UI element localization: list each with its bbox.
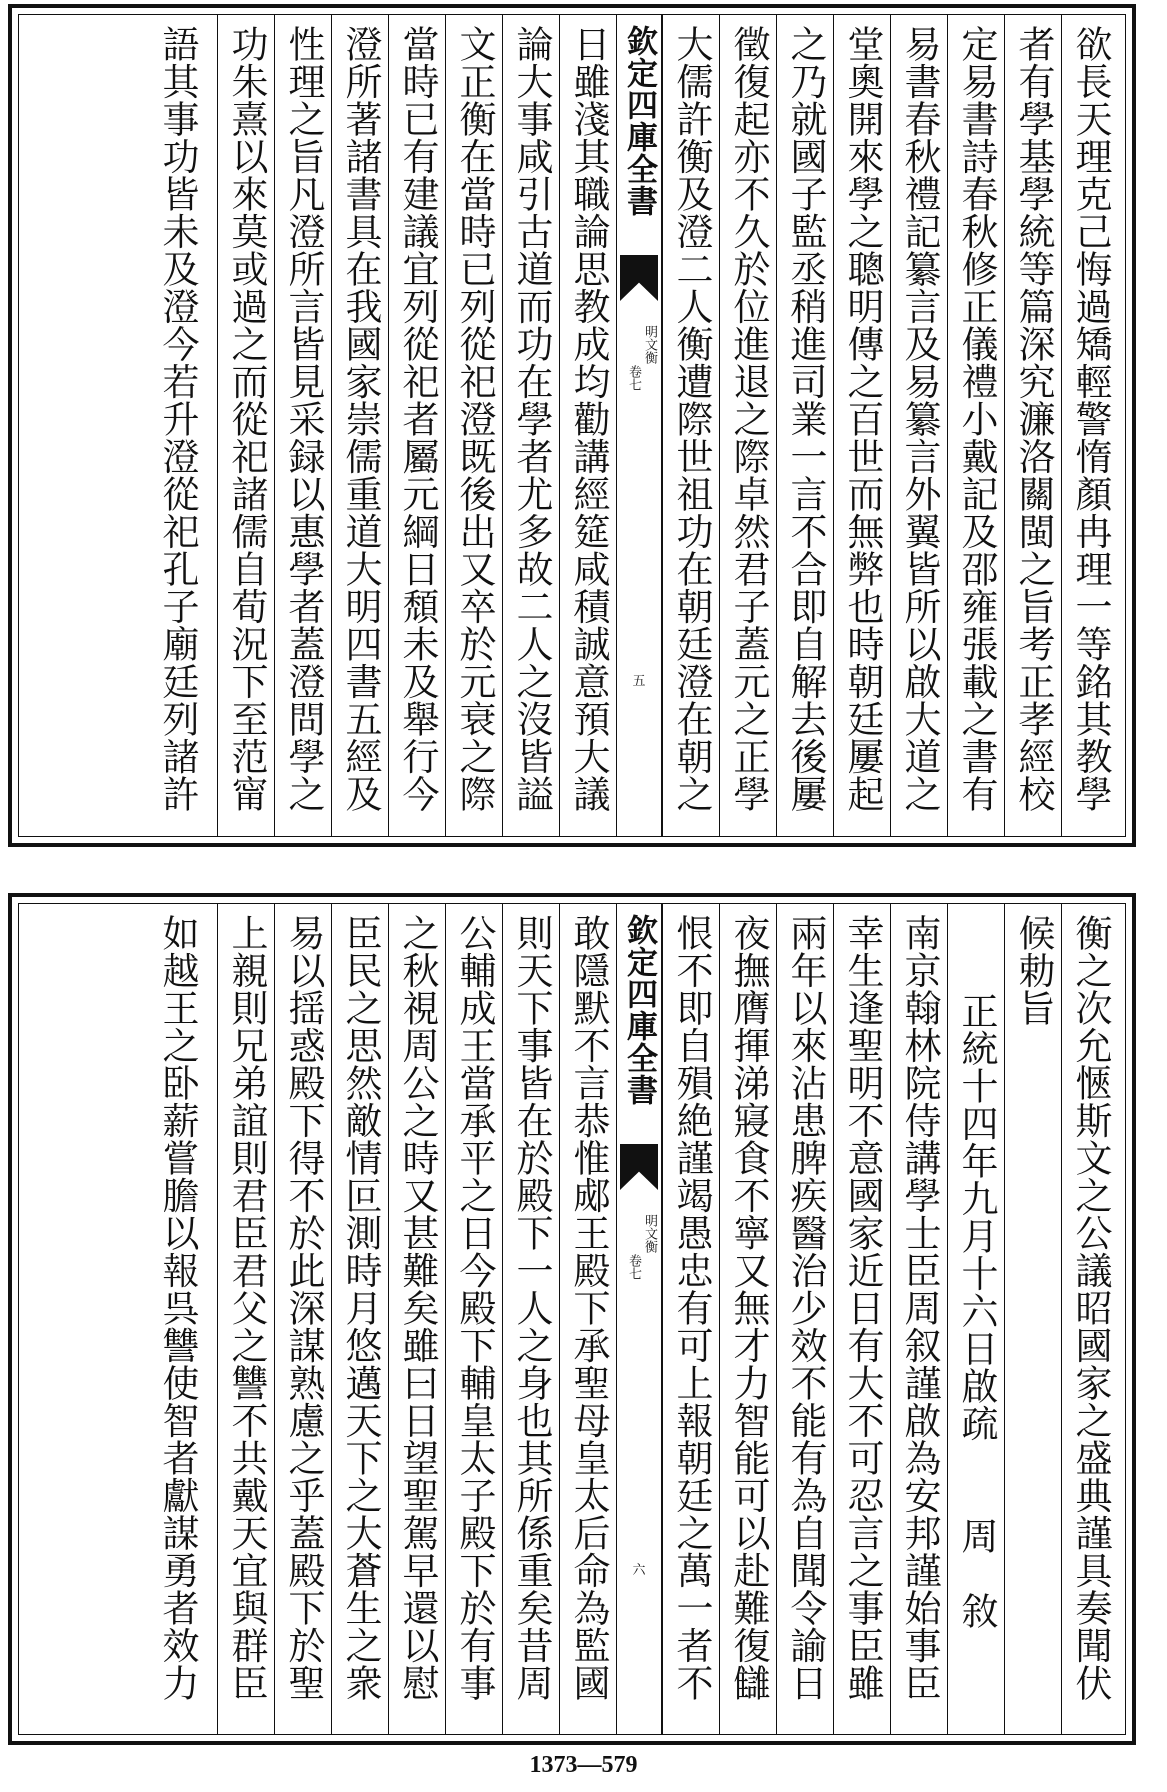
top-page-frame bbox=[18, 14, 1126, 837]
column-text: 定易書詩春秋修正儀禮小戴記及邵雍張載之書有 bbox=[955, 25, 998, 813]
column-text: 堂奧開來學之聰明傳之百世而無弊也時朝廷屢起 bbox=[841, 25, 884, 813]
text-column bbox=[274, 15, 330, 836]
column-text: 敢隱默不言恭惟郕王殿下承聖母皇太后命為監國 bbox=[567, 914, 610, 1702]
column-text: 公輔成王當承平之日今殿下輔皇太子殿下於有事 bbox=[453, 914, 496, 1702]
column-text: 衡之次允愜斯文之公議昭國家之盛典謹具奏聞伏 bbox=[1069, 914, 1112, 1702]
gutter-volume: 卷七 bbox=[626, 365, 641, 391]
text-column bbox=[19, 904, 217, 1734]
column-text: 易書春秋禮記纂言及易纂言外翼皆所以啟大道之 bbox=[898, 25, 941, 813]
text-column bbox=[833, 904, 889, 1734]
fishtail-mark bbox=[620, 255, 658, 301]
column-text: 候勅旨 bbox=[1012, 914, 1055, 1027]
text-column bbox=[559, 904, 615, 1734]
text-column bbox=[1061, 904, 1123, 1734]
column-text: 當時已有建議宜列從祀者屬元綱日頹未及舉行今 bbox=[396, 25, 439, 813]
column-text: 日雖淺其職論思教成均勸講經筵咸積誠意預大議 bbox=[567, 25, 610, 813]
top-page bbox=[8, 4, 1136, 847]
center-gutter bbox=[616, 15, 662, 836]
column-text: 徵復起亦不久於位進退之際卓然君子蓋元之正學 bbox=[727, 25, 770, 813]
gutter-book-title: 明文衡 bbox=[642, 1214, 657, 1253]
column-text: 正統十四年九月十六日啟疏 周 敘 bbox=[955, 992, 998, 1630]
text-column bbox=[833, 15, 889, 836]
column-text: 之秋視周公之時又甚難矣雖曰日望聖駕早還以慰 bbox=[396, 914, 439, 1702]
text-column bbox=[776, 15, 832, 836]
text-column bbox=[1061, 15, 1123, 836]
column-text: 夜撫膺揮涕寢食不寧又無才力智能可以赴難復讎 bbox=[727, 914, 770, 1702]
text-column bbox=[719, 15, 775, 836]
fishtail-mark bbox=[620, 1144, 658, 1190]
column-text: 則天下事皆在於殿下一人之身也其所係重矣昔周 bbox=[510, 914, 553, 1702]
gutter-book-title: 明文衡 bbox=[642, 325, 657, 364]
text-column bbox=[217, 904, 273, 1734]
bottom-page bbox=[8, 893, 1136, 1745]
gutter-volume: 卷七 bbox=[626, 1254, 641, 1280]
text-column bbox=[947, 15, 1003, 836]
column-text: 文正衡在當時已列從祀澄既後出又卒於元衰之際 bbox=[453, 25, 496, 813]
text-column bbox=[559, 15, 615, 836]
column-text: 之乃就國子監丞稍進司業一言不合即自解去後屢 bbox=[784, 25, 827, 813]
text-column bbox=[19, 15, 217, 836]
text-column bbox=[719, 904, 775, 1734]
text-column bbox=[890, 15, 946, 836]
text-column bbox=[388, 904, 444, 1734]
text-column bbox=[1004, 15, 1060, 836]
column-text: 性理之旨凡澄所言皆見采録以惠學者蓋澄問學之 bbox=[282, 25, 325, 813]
column-text: 兩年以來沾患脾疾醫治少效不能有為自聞令諭日 bbox=[784, 914, 827, 1702]
column-text: 語其事功皆未及澄今若升澄從祀孔子廟廷列諸許 bbox=[156, 25, 199, 813]
bottom-page-frame bbox=[18, 903, 1126, 1735]
gutter-page-number: 五 bbox=[632, 674, 646, 689]
text-column bbox=[1004, 904, 1060, 1734]
text-column bbox=[274, 904, 330, 1734]
column-text: 南京翰林院侍講學士臣周叙謹啟為安邦謹始事臣 bbox=[898, 914, 941, 1702]
column-text: 上親則兄弟誼則君臣君父之讐不共戴天宜與群臣 bbox=[225, 914, 268, 1702]
text-column bbox=[890, 904, 946, 1734]
text-column bbox=[445, 904, 501, 1734]
column-text: 易以揺惑殿下得不於此深謀熟慮之乎蓋殿下於聖 bbox=[282, 914, 325, 1702]
center-gutter bbox=[616, 904, 662, 1734]
column-text: 功朱熹以來莫或過之而從祀諸儒自荀況下至范甯 bbox=[225, 25, 268, 813]
text-column bbox=[217, 15, 273, 836]
column-text: 論大事咸引古道而功在學者尤多故二人之沒皆謚 bbox=[510, 25, 553, 813]
text-column bbox=[776, 904, 832, 1734]
column-text: 臣民之思然敵情叵測時月悠邁天下之大蒼生之衆 bbox=[339, 914, 382, 1702]
column-text: 恨不即自殞絶謹竭愚忠有可上報朝廷之萬一者不 bbox=[670, 914, 713, 1702]
gutter-title: 欽定四庫全書 bbox=[621, 25, 657, 217]
gutter-title: 欽定四庫全書 bbox=[621, 914, 657, 1106]
column-text: 欲長天理克己悔過矯輕警惰顏冉理一等銘其教學 bbox=[1069, 25, 1112, 813]
text-column bbox=[662, 15, 718, 836]
text-column bbox=[947, 904, 1003, 1734]
column-text: 幸生逢聖明不意國家近日有大不可忍言之事臣雖 bbox=[841, 914, 884, 1702]
column-text: 如越王之卧薪嘗膽以報呉讐使智者獻謀勇者效力 bbox=[156, 914, 199, 1702]
text-column bbox=[388, 15, 444, 836]
column-text: 者有學基學統等篇深究濂洛關閩之旨考正孝經校 bbox=[1012, 25, 1055, 813]
text-column bbox=[502, 904, 558, 1734]
text-column bbox=[445, 15, 501, 836]
gutter-page-number: 六 bbox=[632, 1563, 646, 1578]
text-column bbox=[662, 904, 718, 1734]
text-column bbox=[331, 904, 387, 1734]
text-column bbox=[331, 15, 387, 836]
text-column bbox=[502, 15, 558, 836]
folio-number: 1373—579 bbox=[529, 1752, 638, 1778]
column-text: 澄所著諸書具在我國家崇儒重道大明四書五經及 bbox=[339, 25, 382, 813]
column-text: 大儒許衡及澄二人衡遭際世祖功在朝廷澄在朝之 bbox=[670, 25, 713, 813]
